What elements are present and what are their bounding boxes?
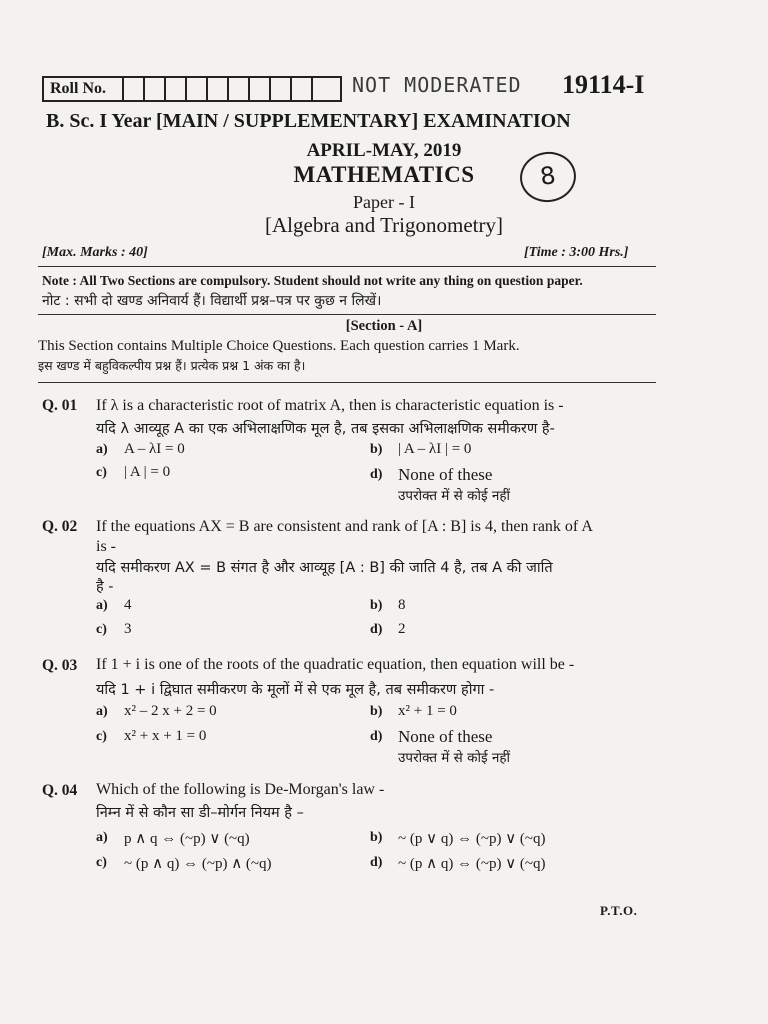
exam-title: B. Sc. I Year [MAIN / SUPPLEMENTARY] EXAMINATION bbox=[46, 110, 571, 132]
section-title: [Section - A] bbox=[345, 318, 423, 334]
option-label: d) bbox=[370, 855, 383, 870]
roll-number-cell bbox=[313, 78, 334, 100]
option-text: p ∧ q ⇔ (~p) ∨ (~q) bbox=[124, 831, 250, 847]
question-text-english: If λ is a characteristic root of matrix A, then is characteristic equation is - bbox=[96, 397, 564, 414]
divider bbox=[38, 382, 656, 383]
option-label: a) bbox=[96, 598, 108, 613]
divider bbox=[38, 266, 656, 267]
handwritten-mark-circle: 8 bbox=[517, 148, 579, 205]
option-text: None of these bbox=[398, 465, 493, 484]
option-label: b) bbox=[370, 704, 383, 719]
subject-title: MATHEMATICS bbox=[293, 162, 475, 187]
option-text: ~ (p ∧ q) ⇔ (~p) ∨ (~q) bbox=[398, 856, 546, 872]
roll-number-cell bbox=[208, 78, 229, 100]
question-text-hindi: यदि समीकरण AX = B संगत है और आव्यूह [A : B] की जाति 4 है, तब A की जाति bbox=[96, 560, 553, 576]
option-label: c) bbox=[96, 465, 107, 480]
option-text: x² – 2 x + 2 = 0 bbox=[124, 703, 217, 719]
roll-number-cell bbox=[145, 78, 166, 100]
option-text: 2 bbox=[398, 621, 406, 637]
section-instructions-hindi: इस खण्ड में बहुविकल्पीय प्रश्न हैं। प्रत्येक प्रश्न 1 अंक का है। bbox=[38, 358, 306, 373]
option-text: | A – λI | = 0 bbox=[398, 441, 472, 457]
section-instructions-english: This Section contains Multiple Choice Questions. Each question carries 1 Mark. bbox=[38, 338, 520, 354]
note-hindi: नोट : सभी दो खण्ड अनिवार्य हैं। विद्यार्थी प्रश्न–पत्र पर कुछ न लिखें। bbox=[42, 293, 382, 309]
option-text: x² + x + 1 = 0 bbox=[124, 728, 207, 744]
time-allowed: [Time : 3:00 Hrs.] bbox=[524, 245, 629, 260]
please-turn-over: P.T.O. bbox=[600, 903, 638, 918]
option-label: d) bbox=[370, 622, 383, 637]
option-label: c) bbox=[96, 622, 107, 637]
option-label: d) bbox=[370, 467, 383, 482]
roll-number-cell bbox=[229, 78, 250, 100]
not-moderated-stamp: NOT MODERATED bbox=[352, 73, 522, 97]
option-text: x² + 1 = 0 bbox=[398, 703, 457, 719]
question-text-hindi: निम्न में से कौन सा डी–मोर्गन नियम है – bbox=[96, 805, 304, 821]
roll-number-cell bbox=[292, 78, 313, 100]
question-text-english: If 1 + i is one of the roots of the quadratic equation, then equation will be - bbox=[96, 656, 575, 673]
option-text: 8 bbox=[398, 597, 406, 613]
question-text-english: Which of the following is De-Morgan's law - bbox=[96, 781, 385, 798]
option-label: c) bbox=[96, 855, 107, 870]
option-label: c) bbox=[96, 729, 107, 744]
divider bbox=[38, 314, 656, 315]
option-text: | A | = 0 bbox=[124, 464, 171, 480]
option-text-hindi: उपरोक्त में से कोई नहीं bbox=[398, 488, 511, 504]
option-label: a) bbox=[96, 442, 108, 457]
roll-number-box bbox=[42, 76, 342, 102]
roll-number-cell bbox=[250, 78, 271, 100]
option-text: None of these bbox=[398, 727, 493, 746]
question-number: Q. 03 bbox=[42, 657, 78, 674]
paper-title: [Algebra and Trigonometry] bbox=[265, 213, 503, 237]
exam-session: APRIL-MAY, 2019 bbox=[306, 140, 462, 161]
option-text: ~ (p ∨ q) ⇔ (~p) ∨ (~q) bbox=[398, 831, 546, 847]
roll-number-cell bbox=[124, 78, 145, 100]
option-text: A – λI = 0 bbox=[124, 441, 185, 457]
roll-number-cell bbox=[166, 78, 187, 100]
roll-number-cell bbox=[187, 78, 208, 100]
option-text-hindi: उपरोक्त में से कोई नहीं bbox=[398, 750, 511, 766]
note-english: Note : All Two Sections are compulsory. Student should not write any thing on question paper. bbox=[42, 273, 583, 288]
option-label: d) bbox=[370, 729, 383, 744]
option-label: b) bbox=[370, 830, 383, 845]
question-number: Q. 04 bbox=[42, 782, 78, 799]
question-text-hindi-cont: है - bbox=[96, 579, 114, 595]
option-text: 3 bbox=[124, 621, 132, 637]
paper-code: 19114-I bbox=[562, 70, 645, 99]
option-label: b) bbox=[370, 598, 383, 613]
option-label: a) bbox=[96, 830, 108, 845]
option-label: b) bbox=[370, 442, 383, 457]
question-number: Q. 02 bbox=[42, 518, 78, 535]
question-number: Q. 01 bbox=[42, 397, 78, 414]
question-text-hindi: यदि 1 + i द्विघात समीकरण के मूलों में से एक मूल है, तब समीकरण होगा - bbox=[96, 682, 495, 698]
option-text: 4 bbox=[124, 597, 132, 613]
question-text-english-cont: is - bbox=[96, 538, 116, 555]
option-label: a) bbox=[96, 704, 108, 719]
roll-number-cell bbox=[271, 78, 292, 100]
paper-number: Paper - I bbox=[353, 192, 415, 212]
max-marks: [Max. Marks : 40] bbox=[42, 245, 148, 260]
question-text-english: If the equations AX = B are consistent and rank of [A : B] is 4, then rank of A bbox=[96, 518, 593, 535]
option-text: ~ (p ∧ q) ⇔ (~p) ∧ (~q) bbox=[124, 856, 272, 872]
question-text-hindi: यदि λ आव्यूह A का एक अभिलाक्षणिक मूल है, तब इसका अभिलाक्षणिक समीकरण है- bbox=[96, 421, 555, 437]
roll-number-label: Roll No. bbox=[44, 78, 124, 100]
